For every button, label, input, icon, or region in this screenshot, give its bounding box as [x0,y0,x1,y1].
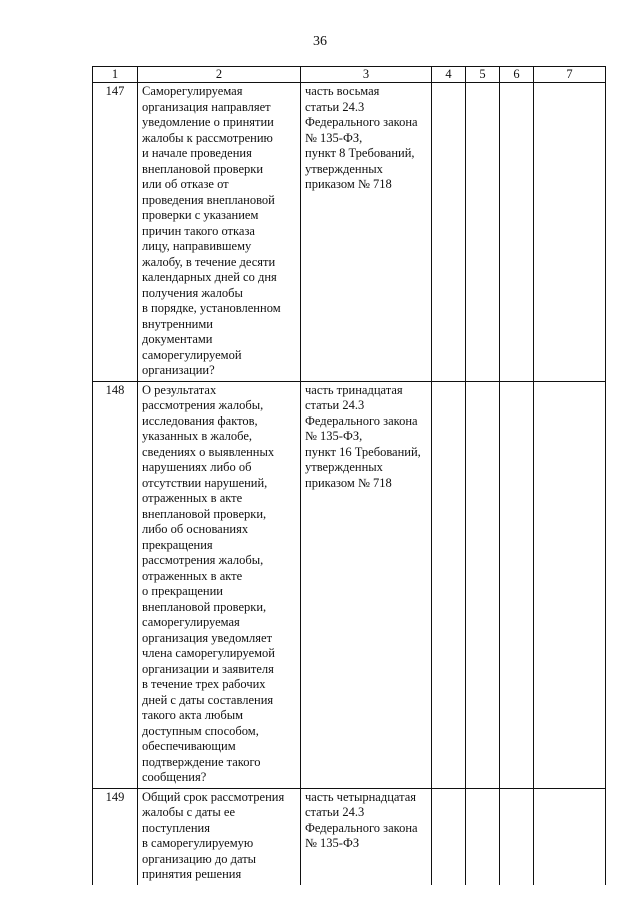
question-line: в порядке, установленном [142,301,281,315]
empty-cell-c7 [534,83,606,382]
question-line: документами [142,332,213,346]
question-line: Общий срок рассмотрения [142,789,285,804]
table-row [93,788,606,885]
question-line: рассмотрения жалобы, [142,398,264,412]
question-line: О результатах [142,382,217,397]
question-line: в саморегулируемую [142,836,254,850]
question-line: внутренними [142,316,213,331]
question-line: сообщения? [142,770,207,784]
reference-line: пункт 8 Требований, [305,146,415,160]
question-line: нарушениях либо об [142,460,252,474]
reference-line: утвержденных [305,161,383,176]
row-number: 147 [93,83,138,382]
legal-reference [301,83,432,382]
reference-line: статьи 24.3 [305,805,365,819]
column-header-2: 2 [138,67,301,83]
question-line: организация уведомляет [142,630,273,645]
question-line: члена саморегулируемой [142,646,275,660]
empty-cell-c5 [466,788,500,885]
question-line: прекращения [142,537,213,552]
reference-line: Федерального закона [305,820,418,835]
reference-line: Федерального закона [305,413,418,428]
question-line: либо об основаниях [142,522,249,536]
question-line: организации и заявителя [142,661,274,676]
empty-cell-c5 [466,83,500,382]
question-line: Саморегулируемая [142,84,243,98]
column-header-3: 3 [301,67,432,83]
question-line: отраженных в акте [142,491,243,505]
question-line: обеспечивающим [142,739,236,753]
question-line: проверки с указанием [142,208,259,222]
legal-reference [301,381,432,788]
question-line: поступления [142,820,210,835]
question-line: или об отказе от [142,177,229,191]
question-line: о прекращении [142,584,223,598]
requirement-question [138,788,301,885]
question-line: жалобы с даты ее [142,805,236,819]
reference-line: часть четырнадцатая [305,789,417,804]
question-line: уведомление о принятии [142,115,274,129]
requirement-question [138,381,301,788]
question-line: саморегулируемой [142,347,242,362]
column-header-6: 6 [500,67,534,83]
legal-reference [301,788,432,885]
question-line: причин такого отказа [142,223,255,238]
question-line: получения жалобы [142,285,243,300]
question-line: рассмотрения жалобы, [142,553,264,567]
question-line: организацию до даты [142,851,257,866]
question-line: внеплановой проверки, [142,599,267,614]
question-line: принятия решения [142,867,242,881]
row-number: 148 [93,381,138,788]
empty-cell-c4 [432,788,466,885]
question-line: организация направляет [142,99,271,114]
question-line: подтверждение такого [142,754,261,769]
table-header-row [93,67,606,83]
row-number: 149 [93,788,138,885]
question-line: внеплановой проверки [142,161,264,176]
requirements-table [92,66,606,885]
reference-line: № 135-ФЗ, [305,130,363,145]
question-line: и начале проведения [142,146,252,160]
question-line: исследования фактов, [142,413,258,428]
question-line: доступным способом, [142,723,259,738]
question-line: в течение трех рабочих [142,677,266,691]
column-header-1: 1 [93,67,138,83]
question-line: жалобу, в течение десяти [142,254,276,269]
question-line: саморегулируемая [142,615,240,629]
column-header-5: 5 [466,67,500,83]
empty-cell-c4 [432,381,466,788]
empty-cell-c5 [466,381,500,788]
question-line: лицу, направившему [142,239,252,253]
empty-cell-c6 [500,788,534,885]
question-line: организации? [142,363,215,377]
question-line: жалобы к рассмотрению [142,130,273,145]
question-line: отсутствии нарушений, [142,475,268,490]
reference-line: № 135-ФЗ [305,836,360,850]
requirement-question [138,83,301,382]
column-header-7: 7 [534,67,606,83]
reference-line: пункт 16 Требований, [305,444,421,459]
table-row [93,381,606,788]
reference-line: приказом № 718 [305,475,392,490]
table-row [93,83,606,382]
reference-line: статьи 24.3 [305,99,365,114]
empty-cell-c6 [500,381,534,788]
empty-cell-c7 [534,788,606,885]
question-line: отраженных в акте [142,568,243,583]
reference-line: № 135-ФЗ, [305,429,363,443]
empty-cell-c6 [500,83,534,382]
question-line: внеплановой проверки, [142,506,267,521]
reference-line: часть тринадцатая [305,382,403,397]
column-header-4: 4 [432,67,466,83]
question-line: проведения внеплановой [142,192,275,207]
question-line: календарных дней со дня [142,270,277,284]
question-line: сведениях о выявленных [142,444,275,459]
reference-line: утвержденных [305,460,383,474]
reference-line: часть восьмая [305,84,380,98]
page-number: 36 [313,34,327,49]
empty-cell-c4 [432,83,466,382]
question-line: дней с даты составления [142,692,274,707]
question-line: указанных в жалобе, [142,429,252,443]
empty-cell-c7 [534,381,606,788]
question-line: такого акта любым [142,708,244,722]
reference-line: приказом № 718 [305,177,392,191]
reference-line: Федерального закона [305,115,418,129]
reference-line: статьи 24.3 [305,398,365,412]
